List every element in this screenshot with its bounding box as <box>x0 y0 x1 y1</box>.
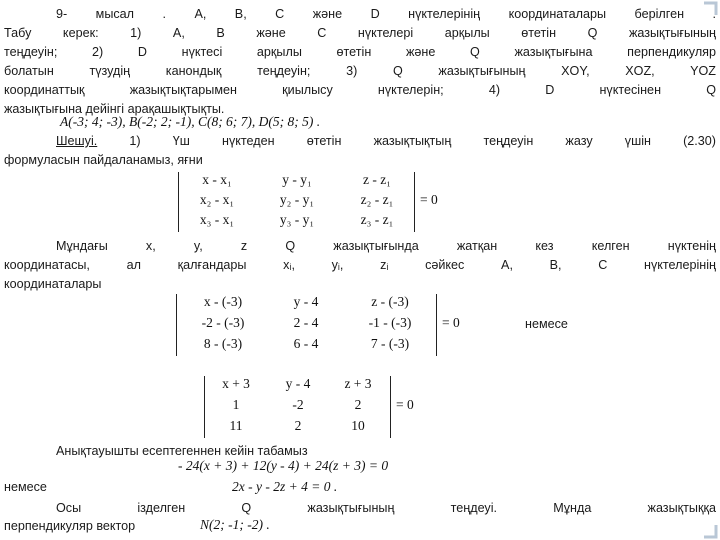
det-cell: y - 4 <box>293 294 319 309</box>
final-text: перпендикуляр вектор <box>4 519 136 533</box>
intro-line-3 <box>4 44 716 61</box>
det-cell: 10 <box>351 418 365 433</box>
or-word: немесе <box>4 480 47 494</box>
example-title: 9- мысал . A, B, C және D нүктелерінің координаталары берілген . <box>56 7 716 21</box>
final-line-1 <box>56 500 716 517</box>
det-cell: y - y₁ <box>282 172 312 187</box>
det-cell: y - 4 <box>285 376 311 391</box>
det-cell: 2 <box>294 418 302 433</box>
intro-line-5 <box>4 82 716 99</box>
det-cell: x - (-3) <box>203 294 243 309</box>
det-rhs: = 0 <box>442 315 460 330</box>
det-cell: 11 <box>229 418 243 433</box>
normal-vector: N(2; -1; -2) . <box>200 517 270 532</box>
intro-line-2 <box>4 25 716 42</box>
para2-line-1 <box>56 238 716 255</box>
solution-line-1 <box>56 133 716 150</box>
intro-text: Табу керек: 1) A, B және C нүктелері арқылы өтетін Q жазықтығының <box>4 26 716 40</box>
det-cell: 2 - 4 <box>293 315 319 330</box>
det-cell: 1 <box>232 397 240 412</box>
det-cell: x + 3 <box>222 376 250 391</box>
para2-text: Мұндағы x, y, z Q жазықтығында жатқан кез келген нүктенің <box>56 239 716 253</box>
expanded-equation: - 24(x + 3) + 12(y - 4) + 24(z + 3) = 0 <box>178 458 389 473</box>
det-cell: z - z₁ <box>363 172 391 187</box>
solution-text: 1) Үш нүктеден өтетін жазықтықтың теңдеуін жазу үшін (2.30) <box>97 134 716 148</box>
intro-text: болатын түзудің канондық теңдеуін; 3) Q жазықтығының XOY, XOZ, YOZ <box>4 64 716 78</box>
plane-equation: 2x - y - 2z + 4 = 0 . <box>232 479 338 494</box>
det-cell: -1 - (-3) <box>368 315 412 330</box>
det-cell: y₂ - y₁ <box>279 192 315 207</box>
det-cell: 8 - (-3) <box>203 336 243 351</box>
intro-text: теңдеуін; 2) D нүктесі арқылы өтетін және Q жазықтығына перпендикуляр <box>4 45 716 59</box>
expand-text: Анықтауышты есептегеннен кейін табамыз <box>56 444 308 458</box>
det-cell: x - x₁ <box>202 172 232 187</box>
det-cell: x₂ - x₁ <box>199 192 235 207</box>
det-cell: z₃ - z₁ <box>360 212 394 227</box>
det-cell: y₃ - y₁ <box>279 212 315 227</box>
det-cell: z + 3 <box>344 376 372 391</box>
or-word: немесе <box>525 317 568 331</box>
solution-label: Шешуі. <box>56 134 98 148</box>
para2-text: координаталары <box>4 277 102 291</box>
determinant-general <box>178 172 448 232</box>
det-cell: 6 - 4 <box>293 336 319 351</box>
solution-line-2 <box>4 152 716 169</box>
solution-text: формуласын пайдаланамыз, яғни <box>4 153 203 167</box>
final-text: Осы ізделген Q жазықтығының теңдеуі. Мұнда жазықтыққа <box>56 501 716 515</box>
det-rhs: = 0 <box>396 397 414 412</box>
determinant-simplified <box>204 376 434 438</box>
intro-text: координаттық жазықтықтарымен қиылысу нүктелерін; 4) D нүктесінен Q <box>4 83 716 97</box>
det-cell: z₂ - z₁ <box>360 192 394 207</box>
determinant-substituted <box>176 294 476 356</box>
intro-line-4 <box>4 63 716 80</box>
det-rhs: = 0 <box>420 192 438 207</box>
example-heading-line <box>56 6 716 23</box>
det-cell: 7 - (-3) <box>370 336 410 351</box>
intro-text: жазықтығына дейінгі арақашықтықты. <box>4 102 225 116</box>
para2-line-3 <box>4 276 716 293</box>
para2-text: координатасы, ал қалғандары xᵢ, yᵢ, zᵢ сәйкес A, B, C нүктелерінің <box>4 258 716 272</box>
det-cell: x₃ - x₁ <box>199 212 235 227</box>
para2-line-2 <box>4 257 716 274</box>
det-cell: -2 - (-3) <box>201 315 245 330</box>
det-cell: 2 <box>354 397 362 412</box>
points-formula: A(-3; 4; -3), B(-2; 2; -1), C(8; 6; 7), D(5; 8; 5) . <box>60 114 321 129</box>
det-cell: z - (-3) <box>371 294 409 309</box>
det-cell: -2 <box>292 397 304 412</box>
